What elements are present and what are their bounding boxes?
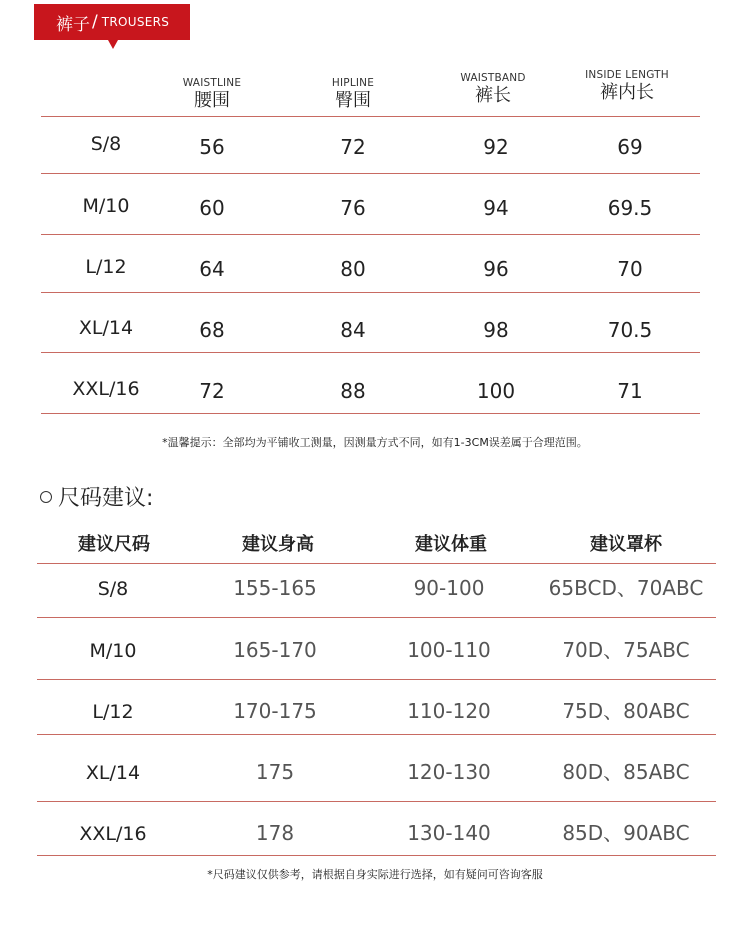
measurement-table-header xyxy=(0,66,750,116)
value-cell: 96 xyxy=(483,257,509,281)
value-cell: 65BCD、70ABC xyxy=(548,576,704,600)
value-cell: 110-120 xyxy=(407,699,491,723)
tag-subtitle: TROUSERS xyxy=(101,15,170,29)
table-divider xyxy=(41,413,700,414)
value-cell: 80 xyxy=(340,257,366,281)
size-cell: L/12 xyxy=(92,701,134,723)
value-cell: 72 xyxy=(340,135,366,159)
tag-title: 裤子 xyxy=(56,14,90,35)
size-cell: XL/14 xyxy=(85,762,141,784)
value-cell: 120-130 xyxy=(407,760,491,784)
size-cell: S/8 xyxy=(90,133,122,155)
size-cell: S/8 xyxy=(97,578,129,600)
value-cell: 175 xyxy=(255,760,295,784)
value-cell: 76 xyxy=(340,196,366,220)
value-cell: 170-175 xyxy=(233,699,317,723)
value-cell: 68 xyxy=(199,318,225,342)
size-cell: XXL/16 xyxy=(79,823,147,845)
header-en: INSIDE LENGTH xyxy=(585,69,669,81)
header-zh: 臀围 xyxy=(335,90,371,111)
value-cell: 94 xyxy=(483,196,509,220)
value-cell: 80D、85ABC xyxy=(562,760,690,784)
table-row xyxy=(0,617,750,677)
value-cell: 90-100 xyxy=(413,576,485,600)
value-cell: 56 xyxy=(199,135,225,159)
header-en: WAISTBAND xyxy=(460,72,526,84)
value-cell: 70 xyxy=(617,257,643,281)
size-cell: L/12 xyxy=(85,256,127,278)
suggestion-note: *尺码建议仅供参考，请根据自身实际进行选择，如有疑问可咨询客服 xyxy=(207,868,543,881)
header-hipline xyxy=(273,76,433,112)
value-cell: 178 xyxy=(255,821,295,845)
table-row xyxy=(0,563,750,623)
value-cell: 130-140 xyxy=(407,821,491,845)
table-row xyxy=(0,116,750,176)
value-cell: 165-170 xyxy=(233,638,317,662)
tag-separator: / xyxy=(92,12,98,32)
header-zh: 裤内长 xyxy=(600,82,654,103)
tag-pointer xyxy=(108,40,118,49)
value-cell: 60 xyxy=(199,196,225,220)
value-cell: 84 xyxy=(340,318,366,342)
table-row xyxy=(0,173,750,233)
size-cell: XL/14 xyxy=(78,317,134,339)
table-row xyxy=(0,234,750,294)
value-cell: 85D、90ABC xyxy=(562,821,690,845)
header-waistline xyxy=(132,76,292,112)
header-zh: 腰围 xyxy=(194,90,230,111)
header-height: 建议身高 xyxy=(242,534,314,555)
value-cell: 98 xyxy=(483,318,509,342)
table-divider xyxy=(37,855,716,856)
header-en: WAISTLINE xyxy=(182,77,242,89)
header-zh: 裤长 xyxy=(475,85,511,106)
value-cell: 100-110 xyxy=(407,638,491,662)
table-row xyxy=(0,292,750,352)
value-cell: 70D、75ABC xyxy=(562,638,690,662)
header-en: HIPLINE xyxy=(331,77,375,89)
section-title: 尺码建议: xyxy=(58,486,154,511)
size-cell: M/10 xyxy=(82,195,130,217)
suggestion-table-header xyxy=(0,530,750,560)
size-cell: M/10 xyxy=(89,640,137,662)
header-cup: 建议罩杯 xyxy=(590,534,662,555)
value-cell: 71 xyxy=(617,379,643,403)
value-cell: 72 xyxy=(199,379,225,403)
table-row xyxy=(0,801,750,861)
value-cell: 69 xyxy=(617,135,643,159)
category-tag xyxy=(34,4,190,40)
header-size: 建议尺码 xyxy=(78,534,150,555)
value-cell: 64 xyxy=(199,257,225,281)
header-weight: 建议体重 xyxy=(415,534,487,555)
table-row xyxy=(0,734,750,794)
size-cell: XXL/16 xyxy=(72,378,140,400)
value-cell: 155-165 xyxy=(233,576,317,600)
value-cell: 88 xyxy=(340,379,366,403)
table-row xyxy=(0,679,750,739)
measurement-note: *温馨提示：全部均为平铺收工测量，因测量方式不同，如有1-3CM误差属于合理范围。 xyxy=(162,436,588,449)
header-inside-length xyxy=(547,68,707,104)
circle-bullet-icon xyxy=(40,491,52,503)
value-cell: 70.5 xyxy=(607,318,653,342)
table-row xyxy=(0,352,750,412)
value-cell: 69.5 xyxy=(607,196,653,220)
value-cell: 75D、80ABC xyxy=(562,699,690,723)
value-cell: 92 xyxy=(483,135,509,159)
value-cell: 100 xyxy=(476,379,516,403)
size-suggestion-heading xyxy=(40,481,153,512)
